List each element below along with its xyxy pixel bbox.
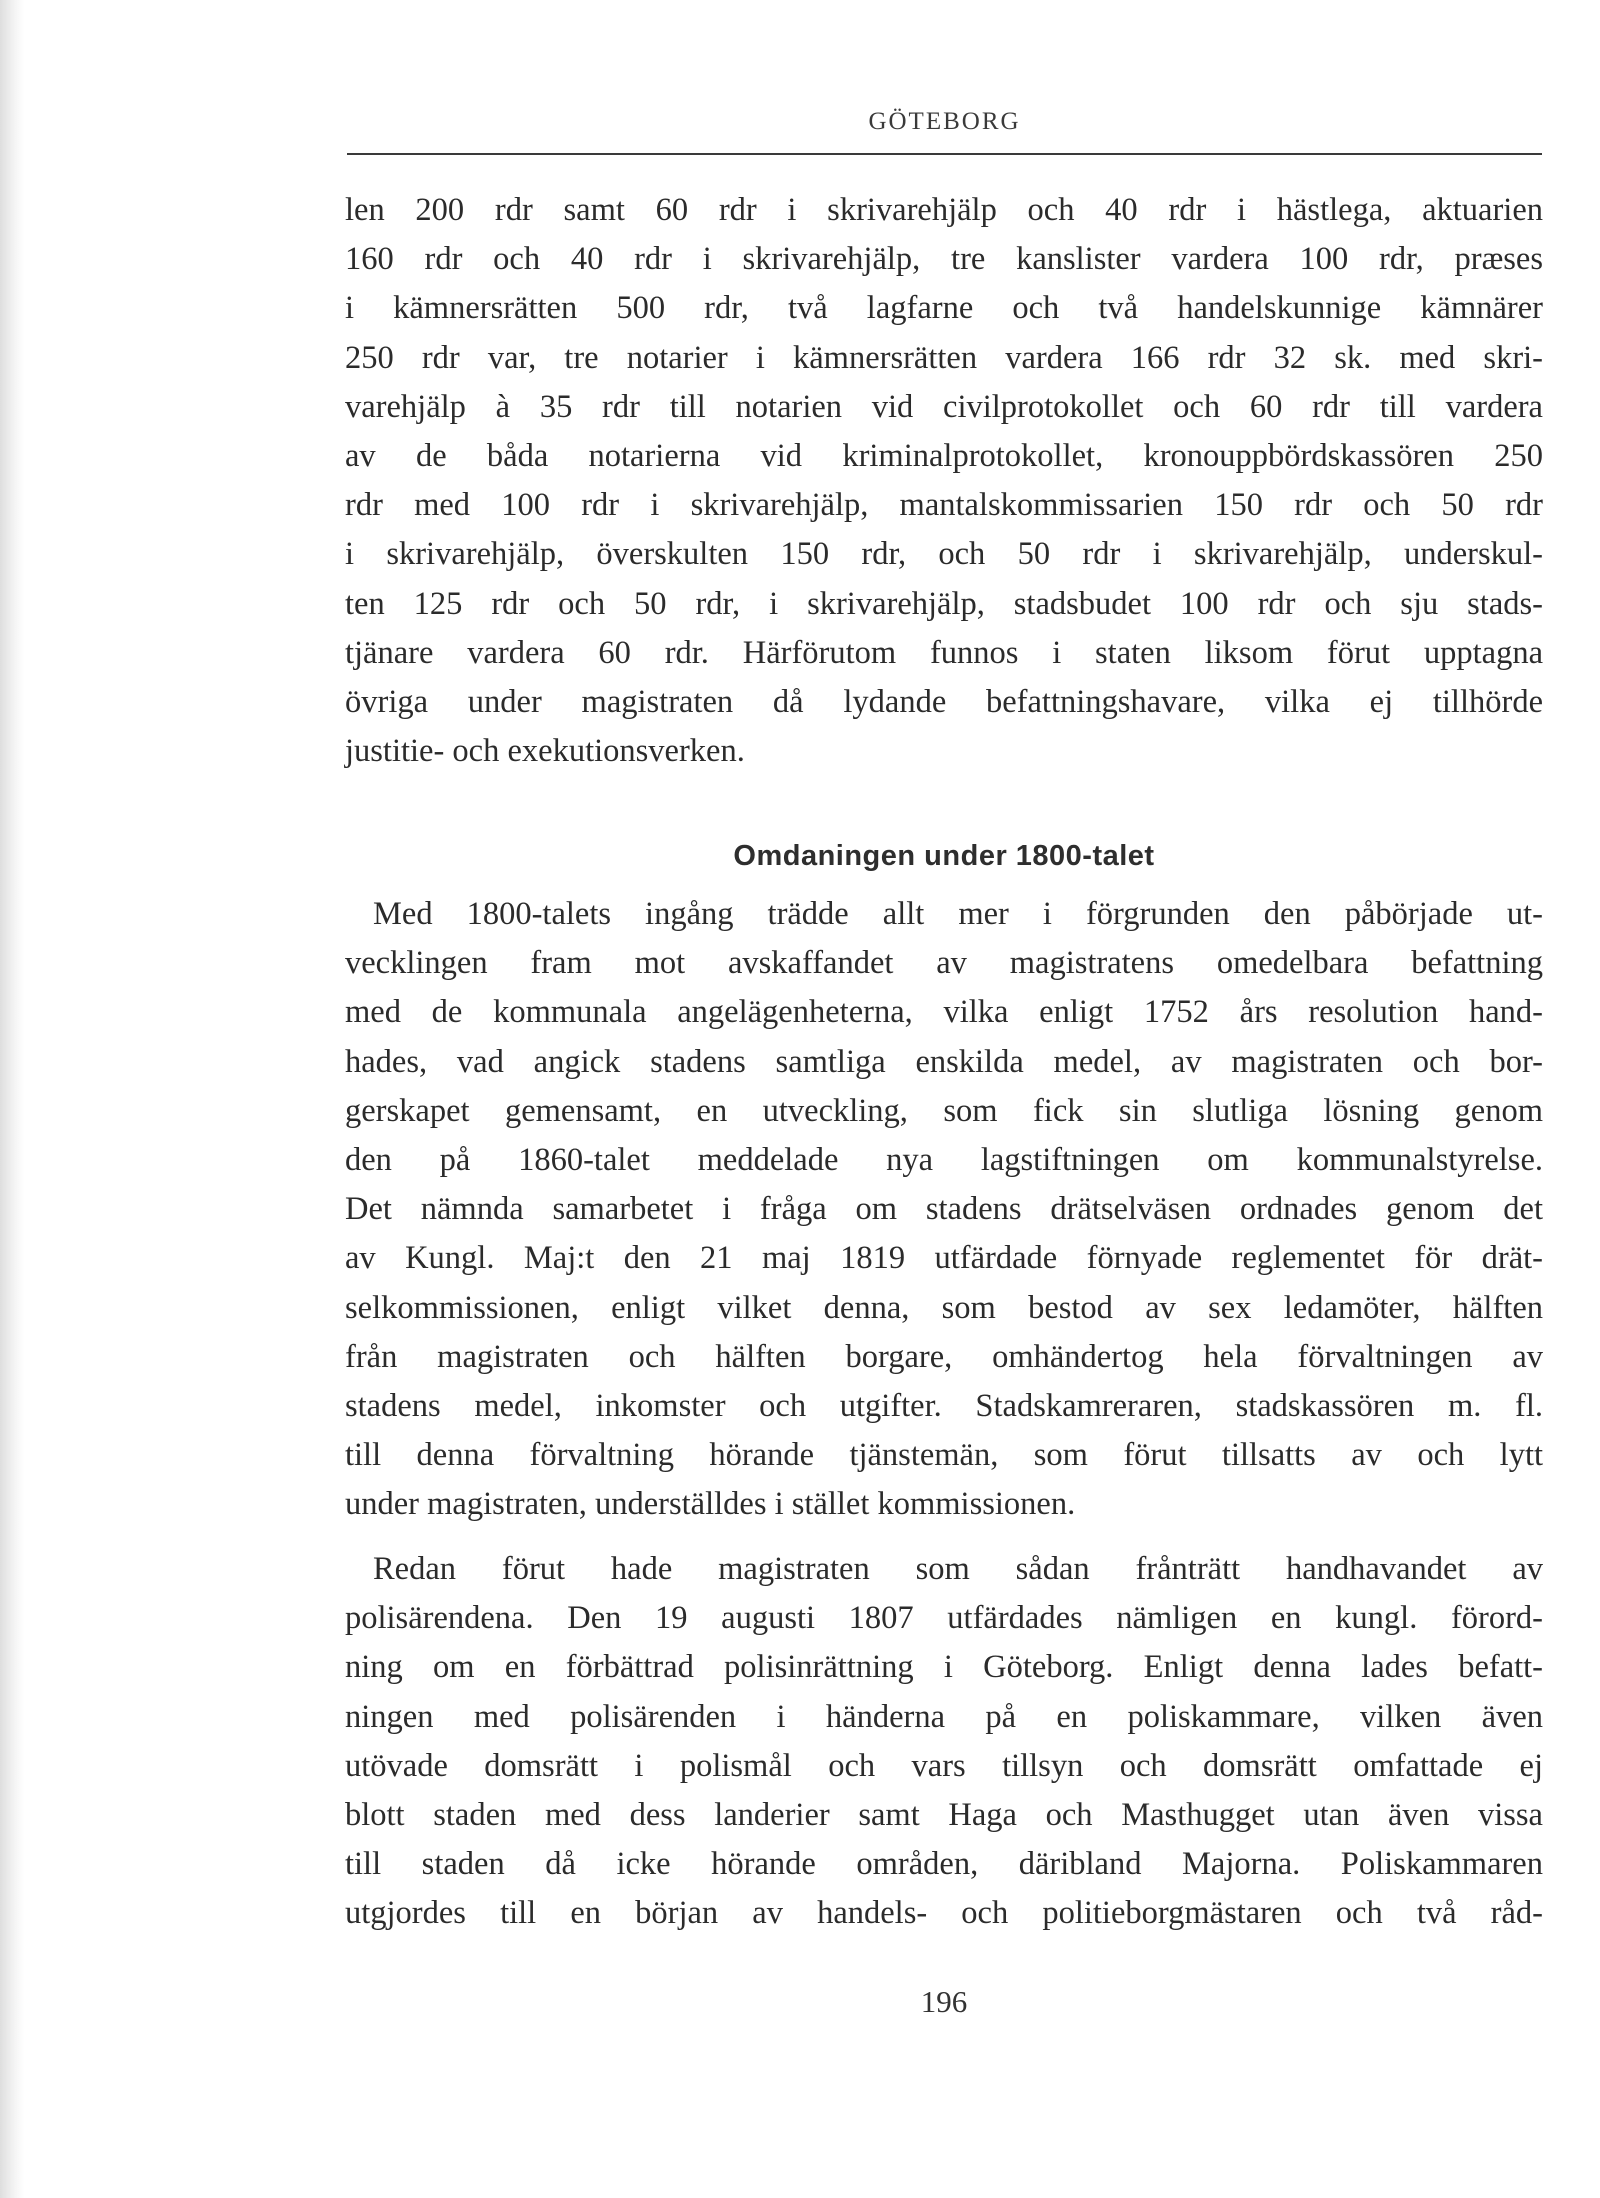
page-number: 196	[920, 1984, 968, 2019]
text-line: utövade domsrätt i polismål och vars tillsyn och domsrätt omfattade ej	[345, 1747, 1543, 1784]
text-line: 250 rdr var, tre notarier i kämnersrätten vardera 166 rdr 32 sk. med skri-	[345, 339, 1543, 376]
text-line: stadens medel, inkomster och utgifter. Stadskamreraren, stadskassören m. fl.	[345, 1388, 1543, 1425]
text-line: av de båda notarierna vid kriminalprotokollet, kronouppbördskassören 250	[345, 438, 1543, 475]
text-line: med de kommunala angelägenheterna, vilka enligt 1752 års resolution hand-	[345, 994, 1543, 1031]
text-line: ten 125 rdr och 50 rdr, i skrivarehjälp, stadsbudet 100 rdr och sju stads-	[345, 585, 1543, 622]
page-gutter-shadow	[0, 0, 24, 2198]
text-line: i skrivarehjälp, överskulten 150 rdr, och 50 rdr i skrivarehjälp, underskul-	[345, 536, 1543, 573]
text-line: Det nämnda samarbetet i fråga om stadens drätselväsen ordnades genom det	[345, 1191, 1543, 1228]
text-line: Redan förut hade magistraten som sådan frånträtt handhavandet av	[373, 1551, 1543, 1587]
text-line: Med 1800-talets ingång trädde allt mer i förgrunden den påbörjade ut-	[373, 896, 1543, 932]
text-line: gerskapet gemensamt, en utveckling, som fick sin slutliga lösning genom	[345, 1092, 1543, 1129]
text-line: varehjälp à 35 rdr till notarien vid civilprotokollet och 60 rdr till vardera	[345, 388, 1543, 425]
text-line: övriga under magistraten då lydande befattningshavare, vilka ej tillhörde	[345, 684, 1543, 721]
text-line: selkommissionen, enligt vilket denna, som bestod av sex ledamöter, hälften	[345, 1289, 1543, 1326]
text-line: blott staden med dess landerier samt Haga och Masthugget utan även vissa	[345, 1797, 1543, 1834]
text-line: i kämnersrätten 500 rdr, två lagfarne och två handelskunnige kämnärer	[345, 290, 1543, 327]
text-line: den på 1860-talet meddelade nya lagstiftningen om kommunalstyrelse.	[345, 1142, 1543, 1179]
text-line: rdr med 100 rdr i skrivarehjälp, mantalskommissarien 150 rdr och 50 rdr	[345, 487, 1543, 524]
text-line: hades, vad angick stadens samtliga enskilda medel, av magistraten och bor-	[345, 1043, 1543, 1080]
text-line: under magistraten, underställdes i stället kommissionen.	[345, 1486, 1076, 1523]
text-line: från magistraten och hälften borgare, omhändertog hela förvaltningen av	[345, 1338, 1543, 1375]
text-line: till denna förvaltning hörande tjänstemän, som förut tillsatts av och lytt	[345, 1437, 1543, 1474]
text-line: ningen med polisärenden i händerna på en poliskammare, vilken även	[345, 1698, 1543, 1735]
paragraph-3	[345, 1545, 1543, 1939]
text-line: av Kungl. Maj:t den 21 maj 1819 utfärdade förnyade reglementet för drät-	[345, 1240, 1543, 1277]
running-head: GÖTEBORG	[868, 108, 1021, 135]
text-line: len 200 rdr samt 60 rdr i skrivarehjälp och 40 rdr i hästlega, aktuarien	[345, 192, 1543, 228]
text-line: justitie- och exekutionsverken.	[345, 733, 745, 770]
text-line: utgjordes till en början av handels- och politieborgmästaren och två råd-	[345, 1895, 1543, 1932]
text-line: tjänare vardera 60 rdr. Härförutom funnos i staten liksom förut upptagna	[345, 634, 1543, 671]
paragraph-2	[345, 890, 1543, 1530]
text-line: polisärendena. Den 19 augusti 1807 utfärdades nämligen en kungl. förord-	[345, 1600, 1543, 1637]
text-line: till staden då icke hörande områden, däribland Majorna. Poliskammaren	[345, 1846, 1543, 1883]
section-heading: Omdaningen under 1800-talet	[733, 840, 1155, 872]
text-line: vecklingen fram mot avskaffandet av magistratens omedelbara befattning	[345, 945, 1543, 982]
paragraph-1	[345, 186, 1543, 776]
text-line: 160 rdr och 40 rdr i skrivarehjälp, tre kanslister vardera 100 rdr, præses	[345, 241, 1543, 278]
header-rule	[347, 153, 1542, 155]
text-line: ning om en förbättrad polisinrättning i Göteborg. Enligt denna lades befatt-	[345, 1649, 1543, 1686]
